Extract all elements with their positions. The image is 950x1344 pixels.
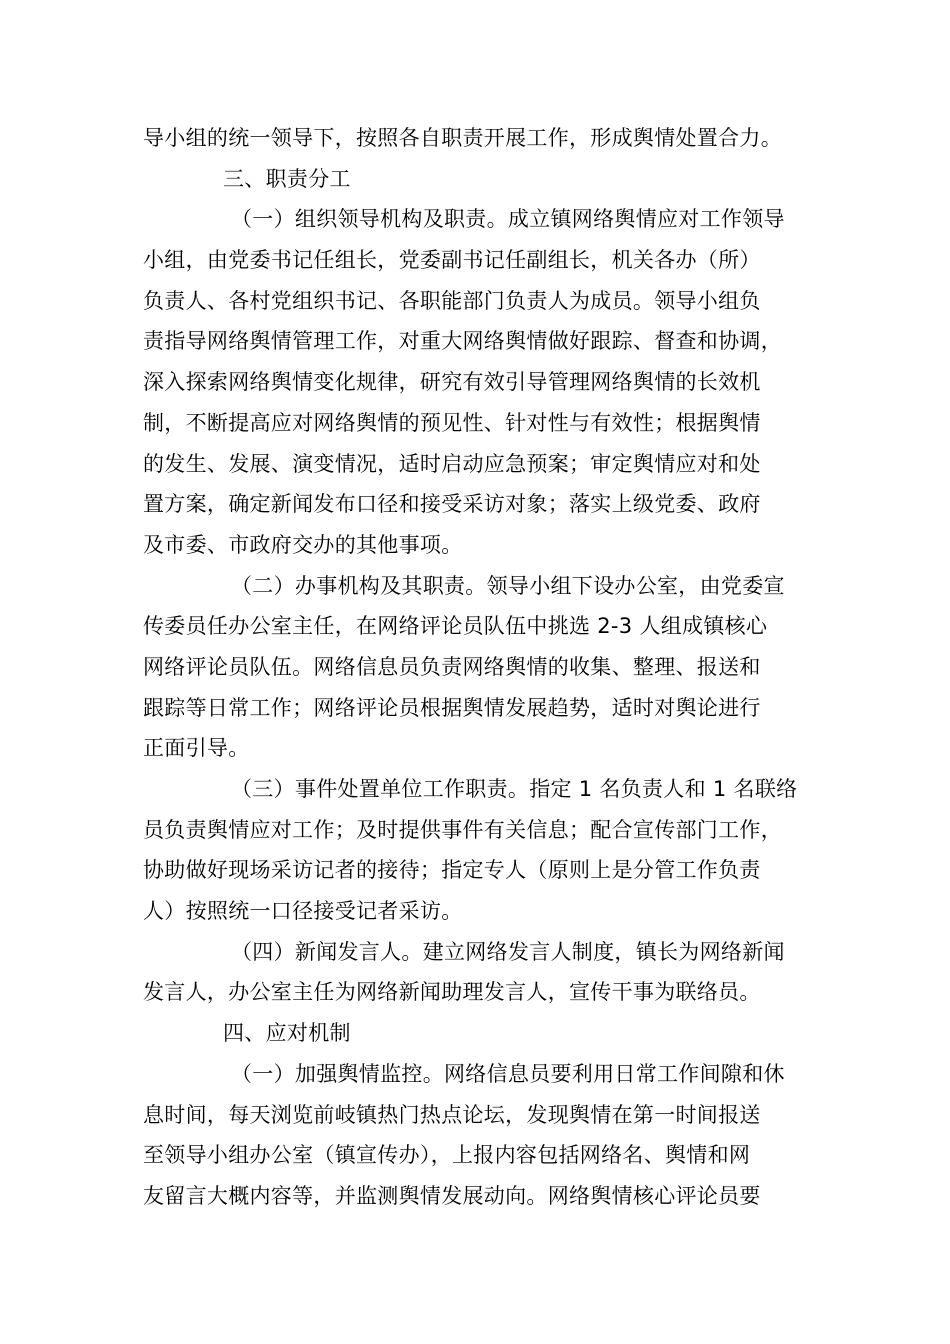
text-line: 责指导网络舆情管理工作，对重大网络舆情做好跟踪、督查和协调，: [143, 329, 782, 354]
text-line: 发言人，办公室主任为网络新闻助理发言人，宣传干事为联络员。: [143, 980, 761, 1005]
text-line: 小组，由党委书记任组长，党委副书记任副组长，机关各办（所）: [143, 248, 761, 273]
text-line: 跟踪等日常工作；网络评论员根据舆情发展趋势，适时对舆论进行: [143, 695, 761, 720]
text-line: 至领导小组办公室（镇宣传办），上报内容包括网络名、舆情和网: [143, 1143, 751, 1168]
section-heading: 四、应对机制: [223, 1021, 351, 1046]
text-line: 友留言大概内容等，并监测舆情发展动向。网络舆情核心评论员要: [143, 1183, 761, 1208]
text-line: 深入探索网络舆情变化规律，研究有效引导管理网络舆情的长效机: [143, 370, 761, 395]
text-line: （三）事件处置单位工作职责。指定 1 名负责人和 1 名联络: [231, 777, 798, 801]
section-heading: 三、职责分工: [223, 166, 351, 191]
text-line: （四）新闻发言人。建立网络发言人制度，镇长为网络新闻: [231, 939, 785, 964]
text-line: 人）按照统一口径接受记者采访。: [143, 899, 463, 924]
text-line: 导小组的统一领导下，按照各自职责开展工作，形成舆情处置合力。: [143, 126, 782, 150]
text-line: 员负责舆情应对工作；及时提供事件有关信息；配合宣传部门工作，: [143, 817, 782, 842]
text-line: 协助做好现场采访记者的接待；指定专人（原则上是分管工作负责: [143, 858, 761, 883]
text-line: 息时间，每天浏览前岐镇热门热点论坛，发现舆情在第一时间报送: [143, 1102, 761, 1127]
text-line: 置方案，确定新闻发布口径和接受采访对象；落实上级党委、政府: [143, 492, 761, 517]
text-line: 负责人、各村党组织书记、各职能部门负责人为成员。领导小组负: [143, 288, 761, 313]
text-line: （一）加强舆情监控。网络信息员要利用日常工作间隙和休: [231, 1061, 785, 1086]
text-line: 传委员任办公室主任，在网络评论员队伍中挑选 2-3 人组成镇核心: [143, 614, 768, 639]
text-line: （一）组织领导机构及职责。成立镇网络舆情应对工作领导: [231, 207, 785, 232]
document-body: [143, 118, 843, 1217]
text-line: 制，不断提高应对网络舆情的预见性、针对性与有效性；根据舆情: [143, 410, 761, 435]
text-line: 网络评论员队伍。网络信息员负责网络舆情的收集、整理、报送和: [143, 654, 761, 679]
text-line: 的发生、发展、演变情况，适时启动应急预案；审定舆情应对和处: [143, 451, 761, 476]
text-line: 正面引导。: [143, 736, 250, 761]
text-line: （二）办事机构及其职责。领导小组下设办公室，由党委宣: [231, 573, 785, 598]
text-line: 及市委、市政府交办的其他事项。: [143, 532, 463, 557]
